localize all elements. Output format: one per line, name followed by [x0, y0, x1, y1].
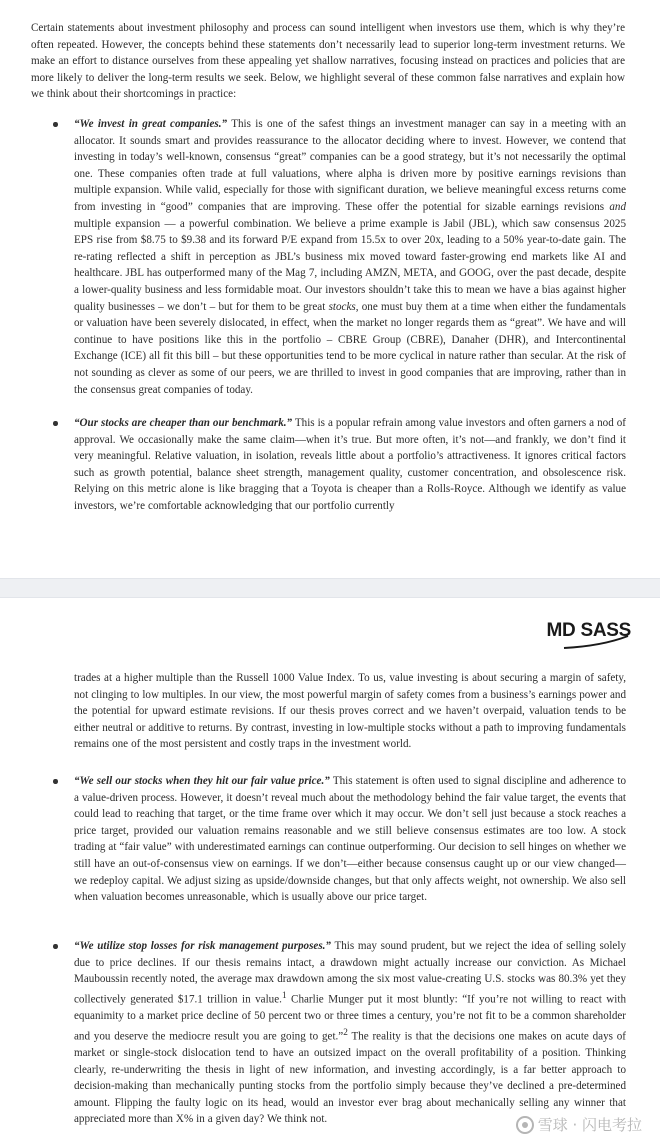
bullet-paragraph [74, 415, 626, 515]
emphasis-stocks: stocks [328, 300, 356, 313]
bullet-body: This is one of the safest things an investment manager can say in a meeting with an allocator. It sounds smart and provides reassurance to the allocator deciding where to invest. However, we contend that investing in today’s well-known, consensus “great” companies can be a good strategy, but it’s not necessarily the optimal one. These companies often trade at full valuations, where alpha is driven more by positive earnings revisions than multiple expansion. While valid, especially for those with significant duration, we believe meaningful excess returns come from investing in “good” companies that are improving. These offer the potential for sizable earnings revisions [74, 118, 626, 213]
bullet-body: This may sound prudent, but we reject the idea of selling solely due to price declines. If our thesis remains intact, a drawdown might actually increase our conviction. As Michael Mauboussin recently noted, the average max drawdown among the six most value-creating U.S. stocks was 80.3% yet they collectively generated $17.1 trillion in value. [74, 940, 626, 1006]
xueqiu-watermark [516, 1114, 642, 1135]
bullet-lead: “We invest in great companies.” [74, 118, 228, 130]
continuation-paragraph: trades at a higher multiple than the Russell 1000 Value Index. To us, value investing is about securing a margin of safety, not clinging to low multiples. In our view, the most powerful margin of safety comes from a business’s earnings power and the potential for upward estimate revisions. If our thesis proves correct and we haven’t overpaid, valuation tends to be either neutral or additive to returns. By contrast, investing in low-multiple stocks without a path to improving fundamentals remains one of the most persistent and costly traps in the investment world. [74, 672, 626, 751]
document-page-2 [0, 598, 660, 1143]
watermark-text: 雪球 · 闪电考拉 [537, 1116, 642, 1134]
bullet-fair-value-price [53, 773, 626, 906]
bullet-body: This is a popular refrain among value investors and often garners a nod of approval. We occasionally make the same claim—when it’s true. But more often, it’s not—and frankly, we don’t find it very meaningful. Relative valuation, in isolation, reveals little about a portfolio’s attractiveness. It ignores critical factors such as growth potential, balance sheet strength, management quality, customer concentration, and obsolescence risk. Relying on this metric alone is like bragging that a Toyota is cheaper than a Rolls-Royce. Although we identify as value investors, we’re comfortable acknowledging that our portfolio currently [74, 417, 626, 512]
bullet-great-companies [53, 116, 626, 398]
emphasis-and: and [609, 200, 626, 213]
logo-swoosh-icon [562, 634, 632, 650]
bullet-body: This statement is often used to signal discipline and adherence to a value-driven process. However, it doesn’t reveal much about the methodology behind the fair value target, the events that could lead to reaching that target, or the time frame over which it may occur. We don’t sell just because a stock reaches a price target, provided our valuation remains reasonable and we still believe consensus estimates are too low. A stock trading at “fair value” with underestimated earnings can continue outperforming. Our decision to sell hinges on whether we still have an out-of-consensus view on earnings. If we don’t—either because consensus caught up or our view changed—we redeploy capital. We adjust sizing as upside/downside changes, but that only affects weight, not ownership. We also sell when valuation becomes unreasonable, which is usually above our price target. [74, 775, 626, 904]
bullet-dot [53, 122, 58, 127]
bullet-dot [53, 421, 58, 426]
bullet-body: multiple expansion — a powerful combination. We believe a prime example is Jabil (JBL), which saw consensus 2025 EPS rise from $8.75 to $9.38 and its forward P/E expand from 15.5x to over 20x, leading to a 50% year-to-date gain. The re-rating reflected a shift in perception as JBL’s business mix moved toward faster-growing end markets like AI and healthcare. JBL has outperformed many of the Mag 7, including AMZN, META, and GOOG, over the past decade, despite a lower-quality business and less formidable moat. Our investors shouldn’t take this to mean we have a bias against higher quality businesses – we don’t – but for them to be great [74, 217, 626, 313]
bullet-body: Charlie Munger put it most bluntly: “If you’re not willing to react with equanimity to a market price decline of 50 percent two or three times a century, you’re not fit to be a common shareholder and you deserve the mediocre result you are going to get.” [74, 993, 626, 1043]
bullet-dot [53, 944, 58, 949]
footnote-ref-2[interactable]: 2 [343, 1027, 348, 1038]
intro-paragraph: Certain statements about investment philosophy and process can sound intelligent when investors use them, which is why they’re often repeated. However, the concepts behind these statements don’t necessarily lead to superior long-term investment returns. We make an effort to distance ourselves from these appealing yet shallow narratives, focusing instead on practices and policies that are more likely to deliver the long-term results we seek. Below, we highlight several of these common false narratives and explain how we think about their shortcomings in practice: [31, 22, 625, 101]
footnote-ref-1[interactable]: 1 [281, 990, 287, 1001]
bullet-body: , one must buy them at a time when either the fundamentals or valuation have been severely dislocated, in effect, when the market no longer regards them as “great”. We have and will continue to have positions like this in the portfolio – CBRE Group (CBRE), Danaher (DHR), and Intercontinental Exchange (ICE) all fit this bill – but these opportunities tend to be more cyclical in nature rather than secular. At the risk of not sounding as clever as some of our peers, we are thrilled to invest in good companies that are improving, rather than in the consensus great companies of today. [74, 300, 626, 396]
bullet-stop-losses [53, 938, 626, 1128]
bullet-cheaper-than-benchmark [53, 415, 626, 515]
xueqiu-logo-icon [516, 1116, 534, 1134]
bullet-body: The reality is that the decisions one makes on acute days of market or single-stock dislocation tend to have an outsized impact on the overall profitability of a position. Thinking clearly, re-underwriting the thesis in light of new information, and investing accordingly, is a far better approach to decision-making than mechanically punting stocks from the portfolio simply because they’ve declined a pre-determined amount. Flipping the faulty logic on its head, would an investor ever brag about mechanically selling any winner that appreciated more than X% in a given day? We think not. [74, 1030, 627, 1126]
bullet-dot [53, 779, 58, 784]
bullet-paragraph [74, 773, 626, 906]
page-gap [0, 578, 660, 598]
logo-text: MD SASS [546, 620, 631, 641]
bullet-paragraph [74, 938, 626, 1128]
bullet-paragraph [74, 116, 626, 398]
bullet-lead: “We sell our stocks when they hit our fair value price.” [74, 775, 330, 787]
bullet-lead: “We utilize stop losses for risk management purposes.” [74, 940, 331, 952]
bullet-lead: “Our stocks are cheaper than our benchmark.” [74, 417, 293, 429]
md-sass-logo [531, 620, 631, 652]
